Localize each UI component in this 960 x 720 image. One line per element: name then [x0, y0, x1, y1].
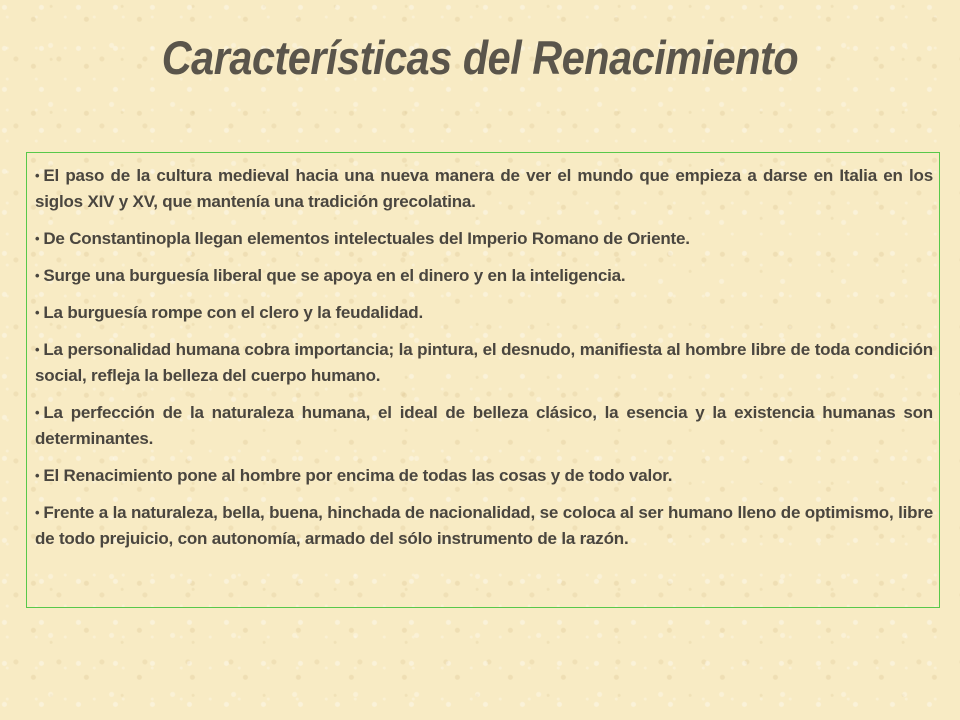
slide-title: Características del Renacimiento	[161, 31, 799, 84]
bullet-icon: •	[35, 168, 40, 183]
bullet-icon: •	[35, 231, 40, 246]
bullet-list	[35, 163, 933, 552]
bullet-text: El Renacimiento pone al hombre por encima de todas las cosas y de todo valor.	[43, 466, 673, 485]
bullet-text: La burguesía rompe con el clero y la feudalidad.	[43, 303, 423, 322]
bullet-icon: •	[35, 505, 40, 520]
bullet-text: De Constantinopla llegan elementos intelectuales del Imperio Romano de Oriente.	[43, 229, 690, 248]
bullet-icon: •	[35, 305, 40, 320]
bullet-icon: •	[35, 405, 40, 420]
bullet-icon: •	[35, 268, 40, 283]
bullet-text: Frente a la naturaleza, bella, buena, hinchada de nacionalidad, se coloca al ser humano lleno de optimismo, libre de todo prejuicio, con autonomía, armado del sólo instrumento de la razón.	[35, 503, 933, 548]
bullet-item	[35, 500, 933, 552]
bullet-text: La personalidad humana cobra importancia; la pintura, el desnudo, manifiesta al hombre libre de toda condición social, refleja la belleza del cuerpo humano.	[35, 340, 933, 385]
bullet-item	[35, 163, 933, 215]
bullet-icon: •	[35, 342, 40, 357]
bullet-text: La perfección de la naturaleza humana, el ideal de belleza clásico, la esencia y la existencia humanas son determinantes.	[35, 403, 933, 448]
bullet-icon: •	[35, 468, 40, 483]
bullet-item	[35, 226, 933, 252]
content-box	[26, 152, 940, 608]
bullet-item	[35, 463, 933, 489]
bullet-item	[35, 400, 933, 452]
bullet-item	[35, 263, 933, 289]
bullet-text: Surge una burguesía liberal que se apoya en el dinero y en la inteligencia.	[43, 266, 626, 285]
bullet-text: El paso de la cultura medieval hacia una nueva manera de ver el mundo que empieza a darse en Italia en los siglos XIV y XV, que mantenía una tradición grecolatina.	[35, 166, 933, 211]
bullet-item	[35, 337, 933, 389]
bullet-item	[35, 300, 933, 326]
